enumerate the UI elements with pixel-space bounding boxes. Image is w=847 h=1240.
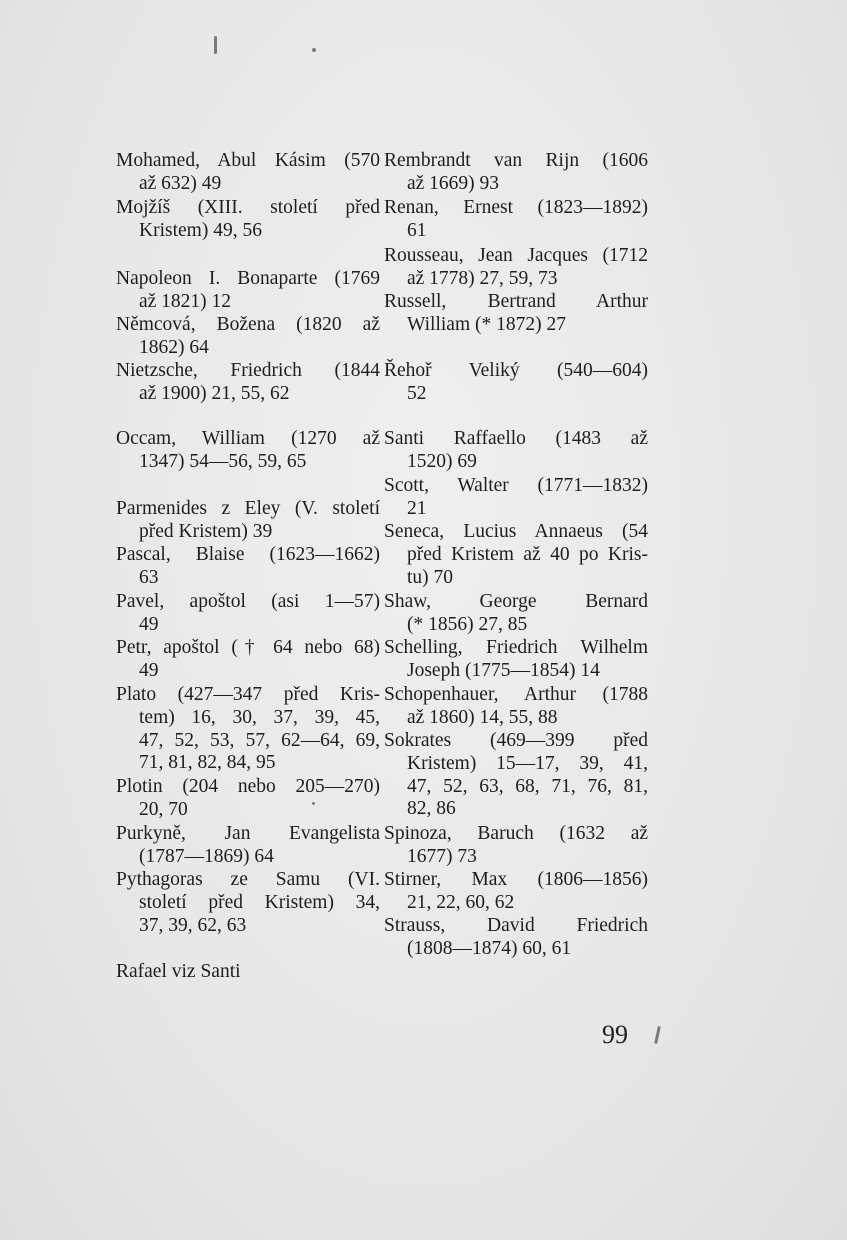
left-column-entry — [116, 150, 380, 196]
index-entry-line: Scott, Walter (1771—1832) — [384, 475, 648, 496]
index-entry-line: Schopenhauer, Arthur (1788 — [384, 684, 648, 705]
index-entry-line: Santi Raffaello (1483 až — [384, 428, 648, 449]
index-entry-line: Řehoř Veliký (540—604) — [384, 360, 648, 381]
index-entry-line: Petr, apoštol († 64 nebo 68) — [116, 637, 380, 658]
index-entry-line: až 1860) 14, 55, 88 — [407, 706, 558, 728]
right-column-entry — [384, 291, 648, 337]
index-entry-line: Russell, Bertrand Arthur — [384, 291, 648, 312]
index-entry-line: 47, 52, 53, 57, 62—64, 69, — [139, 729, 380, 751]
right-column-entry — [384, 521, 648, 589]
index-entry-line: (* 1856) 27, 85 — [407, 613, 528, 635]
index-entry-line: Schelling, Friedrich Wilhelm — [384, 637, 648, 658]
left-column-entry — [116, 197, 380, 243]
index-entry-line: 1347) 54—56, 59, 65 — [139, 450, 307, 472]
index-entry-line: Pavel, apoštol (asi 1—57) — [116, 591, 380, 612]
left-column-entry — [116, 428, 380, 474]
left-column-entry — [116, 498, 380, 544]
index-entry-line: Němcová, Božena (1820 až — [116, 314, 380, 335]
index-entry-line: až 1669) 93 — [407, 172, 500, 194]
index-entry-line: Mohamed, Abul Kásim (570 — [116, 150, 380, 171]
index-entry-line: tu) 70 — [407, 566, 454, 588]
left-column-entry — [116, 544, 380, 590]
index-entry-line: Renan, Ernest (1823—1892) — [384, 197, 648, 218]
index-entry-line: tem) 16, 30, 37, 39, 45, — [139, 706, 380, 728]
right-column-entry — [384, 360, 648, 406]
index-entry-line: (1787—1869) 64 — [139, 845, 274, 867]
right-column-entry — [384, 684, 648, 730]
index-entry-line: Shaw, George Bernard — [384, 591, 648, 612]
index-entry-line: Kristem) 15—17, 39, 41, — [407, 752, 648, 774]
index-entry-line: Sokrates (469—399 před — [384, 730, 648, 751]
left-column-entry — [116, 684, 380, 775]
left-column-entry — [116, 268, 380, 314]
index-entry-line: 61 — [407, 219, 427, 241]
index-entry-line: Stirner, Max (1806—1856) — [384, 869, 648, 890]
left-column-entry — [116, 961, 380, 984]
paper-speck — [654, 1026, 661, 1044]
index-entry-line: 49 — [139, 659, 159, 681]
index-entry-line: až 1821) 12 — [139, 290, 232, 312]
index-entry-line: 21 — [407, 497, 427, 519]
left-column-entry — [116, 823, 380, 869]
left-column-entry — [116, 637, 380, 683]
index-entry-line: 1520) 69 — [407, 450, 477, 472]
index-entry-line: Spinoza, Baruch (1632 až — [384, 823, 648, 844]
right-column-entry — [384, 869, 648, 915]
index-entry-line: století před Kristem) 34, — [139, 891, 380, 913]
left-column-entry — [116, 360, 380, 406]
index-entry-line: až 1900) 21, 55, 62 — [139, 382, 290, 404]
index-entry-line: 47, 52, 63, 68, 71, 76, 81, — [407, 775, 648, 797]
index-entry-line: Napoleon I. Bonaparte (1769 — [116, 268, 380, 289]
index-entry-line: 21, 22, 60, 62 — [407, 891, 515, 913]
index-entry-line: Rousseau, Jean Jacques (1712 — [384, 245, 648, 266]
index-entry-line: až 1778) 27, 59, 73 — [407, 267, 558, 289]
right-column-entry — [384, 428, 648, 474]
paper-speck — [214, 36, 217, 54]
left-column-entry — [116, 314, 380, 360]
right-column-entry — [384, 823, 648, 869]
index-entry-line: Rembrandt van Rijn (1606 — [384, 150, 648, 171]
index-entry-line: Strauss, David Friedrich — [384, 915, 648, 936]
index-entry-line: 1862) 64 — [139, 336, 209, 358]
index-entry-line: 63 — [139, 566, 159, 588]
paper-speck — [312, 802, 315, 805]
right-column-entry — [384, 475, 648, 521]
index-entry-line: před Kristem až 40 po Kris- — [407, 543, 648, 565]
index-entry-line: Mojžíš (XIII. století před — [116, 197, 380, 218]
index-entry-line: až 632) 49 — [139, 172, 222, 194]
index-entry-line: Rafael viz Santi — [116, 961, 241, 982]
index-entry-line: Plato (427—347 před Kris- — [116, 684, 380, 705]
index-entry-line: Occam, William (1270 až — [116, 428, 380, 449]
right-column-entry — [384, 591, 648, 637]
index-entry-line: Plotin (204 nebo 205—270) — [116, 776, 380, 797]
left-column-entry — [116, 869, 380, 937]
index-entry-line: Kristem) 49, 56 — [139, 219, 262, 241]
index-entry-line: před Kristem) 39 — [139, 520, 273, 542]
index-entry-line: Pythagoras ze Samu (VI. — [116, 869, 380, 890]
index-entry-line: Parmenides z Eley (V. století — [116, 498, 380, 519]
index-entry-line: Nietzsche, Friedrich (1844 — [116, 360, 380, 381]
paper-speck — [312, 48, 316, 52]
right-column-entry — [384, 730, 648, 821]
right-column-entry — [384, 245, 648, 291]
index-entry-line: Pascal, Blaise (1623—1662) — [116, 544, 380, 565]
index-entry-line: 37, 39, 62, 63 — [139, 914, 247, 936]
index-entry-line: 52 — [407, 382, 427, 404]
index-entry-line: Seneca, Lucius Annaeus (54 — [384, 521, 648, 542]
index-entry-line: Purkyně, Jan Evangelista — [116, 823, 380, 844]
index-entry-line: 82, 86 — [407, 798, 456, 820]
index-entry-line: 49 — [139, 613, 159, 635]
index-entry-line: (1808—1874) 60, 61 — [407, 937, 572, 959]
left-column-entry — [116, 591, 380, 637]
right-column-entry — [384, 637, 648, 683]
right-column-entry — [384, 150, 648, 196]
right-column-entry — [384, 915, 648, 961]
index-entry-line: 20, 70 — [139, 798, 188, 820]
page-number: 99 — [602, 1020, 628, 1049]
left-column-entry — [116, 776, 380, 822]
index-entry-line: 1677) 73 — [407, 845, 477, 867]
right-column-entry — [384, 197, 648, 243]
index-entry-line: 71, 81, 82, 84, 95 — [139, 752, 276, 774]
index-entry-line: Joseph (1775—1854) 14 — [407, 659, 600, 681]
index-entry-line: William (* 1872) 27 — [407, 313, 566, 335]
